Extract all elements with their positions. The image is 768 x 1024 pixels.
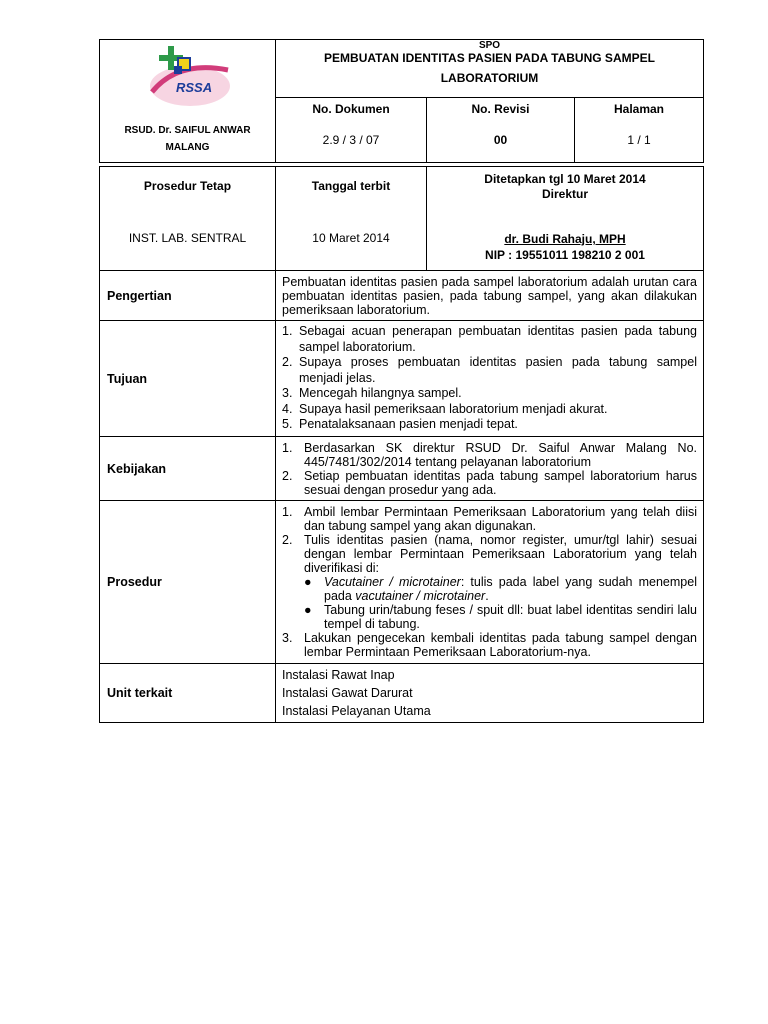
header-table — [99, 39, 704, 163]
list-item: Instalasi Pelayanan Utama — [282, 704, 431, 718]
hospital-logo — [138, 40, 238, 118]
dokumen-value: 2.9 / 3 / 07 — [322, 133, 380, 147]
doc-type: SPO — [478, 40, 501, 51]
jabatan-text: Direktur — [541, 187, 588, 201]
halaman-cell — [575, 98, 704, 163]
list-item: 2. Tulis identitas pasien (nama, nomor register, umur/tgl lahir) sesuai dengan lembar Permintaan Pemeriksaan Laboratorium yang telah diverifikasi di: — [282, 533, 697, 575]
unit-terkait-cell — [276, 664, 704, 723]
list-item: ● Tabung urin/tabung feses / spuit dll: buat label identitas sendiri lalu tempel di tabung. — [304, 603, 697, 631]
direktur-nip: NIP : 19551011 198210 2 001 — [485, 248, 645, 262]
halaman-value: 1 / 1 — [627, 133, 651, 147]
dokumen-cell — [276, 98, 427, 163]
pengertian-label: Pengertian — [100, 271, 276, 321]
logo-text: RSSA — [175, 80, 212, 95]
list-item: 1. Sebagai acuan penerapan pembuatan identitas pasien pada tabung sampel laboratorium. — [282, 324, 697, 354]
direktur-name: dr. Budi Rahaju, MPH — [504, 232, 626, 246]
list-item: 3. Lakukan pengecekan kembali identitas pada tabung sampel dengan lembar Permintaan Pemeriksaan Laboratorium-nya. — [282, 631, 697, 659]
hospital-cell — [100, 40, 276, 163]
tanggal-value: 10 Maret 2014 — [312, 231, 390, 245]
title-cell — [276, 40, 704, 98]
list-item: ● Vacutainer / microtainer: tulis pada label yang sudah menempel pada vacutainer / microtainer. — [304, 575, 697, 603]
doc-title-line1: PEMBUATAN IDENTITAS PASIEN PADA TABUNG SAMPEL — [324, 51, 655, 65]
tujuan-label: Tujuan — [100, 321, 276, 437]
hospital-name — [100, 122, 275, 158]
doc-title-line2: LABORATORIUM — [440, 71, 539, 85]
unit-terkait-label: Unit terkait — [100, 664, 276, 723]
prosedur-tetap-label: Prosedur Tetap — [143, 179, 232, 193]
prosedur-cell — [276, 501, 704, 664]
revisi-value: 00 — [493, 133, 508, 147]
unit-label: INST. LAB. SENTRAL — [128, 231, 247, 245]
list-item: Instalasi Rawat Inap — [282, 668, 395, 682]
tujuan-cell — [276, 321, 704, 437]
tanggal-cell — [276, 167, 427, 271]
prosedur-tetap-cell — [100, 167, 276, 271]
dokumen-label: No. Dokumen — [312, 102, 390, 116]
list-item: 2. Setiap pembuatan identitas pada tabung sampel laboratorium harus sesuai dengan prosedur yang ada. — [282, 468, 697, 497]
prosedur-list — [282, 505, 697, 575]
kebijakan-label: Kebijakan — [100, 437, 276, 501]
pengertian-text: Pembuatan identitas pasien pada sampel laboratorium adalah urutan cara pembuatan identitas pasien, pada tabung sampel, yang akan dilakukan pemeriksaan laboratorium. — [276, 271, 704, 321]
rssa-logo-icon — [138, 40, 238, 118]
halaman-label: Halaman — [613, 102, 665, 116]
tanggal-label: Tanggal terbit — [311, 179, 391, 193]
list-item: Instalasi Gawat Darurat — [282, 686, 413, 700]
prosedur-list-cont — [282, 631, 697, 659]
list-item: 1. Ambil lembar Permintaan Pemeriksaan Laboratorium yang telah diisi dan tabung sampel yang akan digunakan. — [282, 505, 697, 533]
hospital-name-line1: RSUD. Dr. SAIFUL ANWAR — [124, 125, 251, 136]
prosedur-bullets — [282, 575, 697, 631]
list-item: 2. Supaya proses pembuatan identitas pasien pada tabung sampel menjadi jelas. — [282, 355, 697, 385]
kebijakan-cell — [276, 437, 704, 501]
list-item: 5. Penatalaksanaan pasien menjadi tepat. — [282, 417, 518, 432]
list-item: 3. Mencegah hilangnya sampel. — [282, 386, 462, 401]
hospital-name-line2: MALANG — [165, 142, 210, 153]
tujuan-list — [282, 324, 697, 433]
revisi-label: No. Revisi — [471, 102, 530, 116]
list-item: 4. Supaya hasil pemeriksaan laboratorium menjadi akurat. — [282, 401, 608, 416]
pengesahan-cell — [427, 167, 704, 271]
revisi-cell — [427, 98, 575, 163]
procedure-table — [99, 166, 704, 723]
ditetapkan-text: Ditetapkan tgl 10 Maret 2014 — [484, 172, 646, 186]
list-item: 1. Berdasarkan SK direktur RSUD Dr. Saiful Anwar Malang No. 445/7481/302/2014 tentang pelayanan laboratorium — [282, 440, 697, 469]
kebijakan-list — [282, 441, 697, 497]
prosedur-label: Prosedur — [100, 501, 276, 664]
